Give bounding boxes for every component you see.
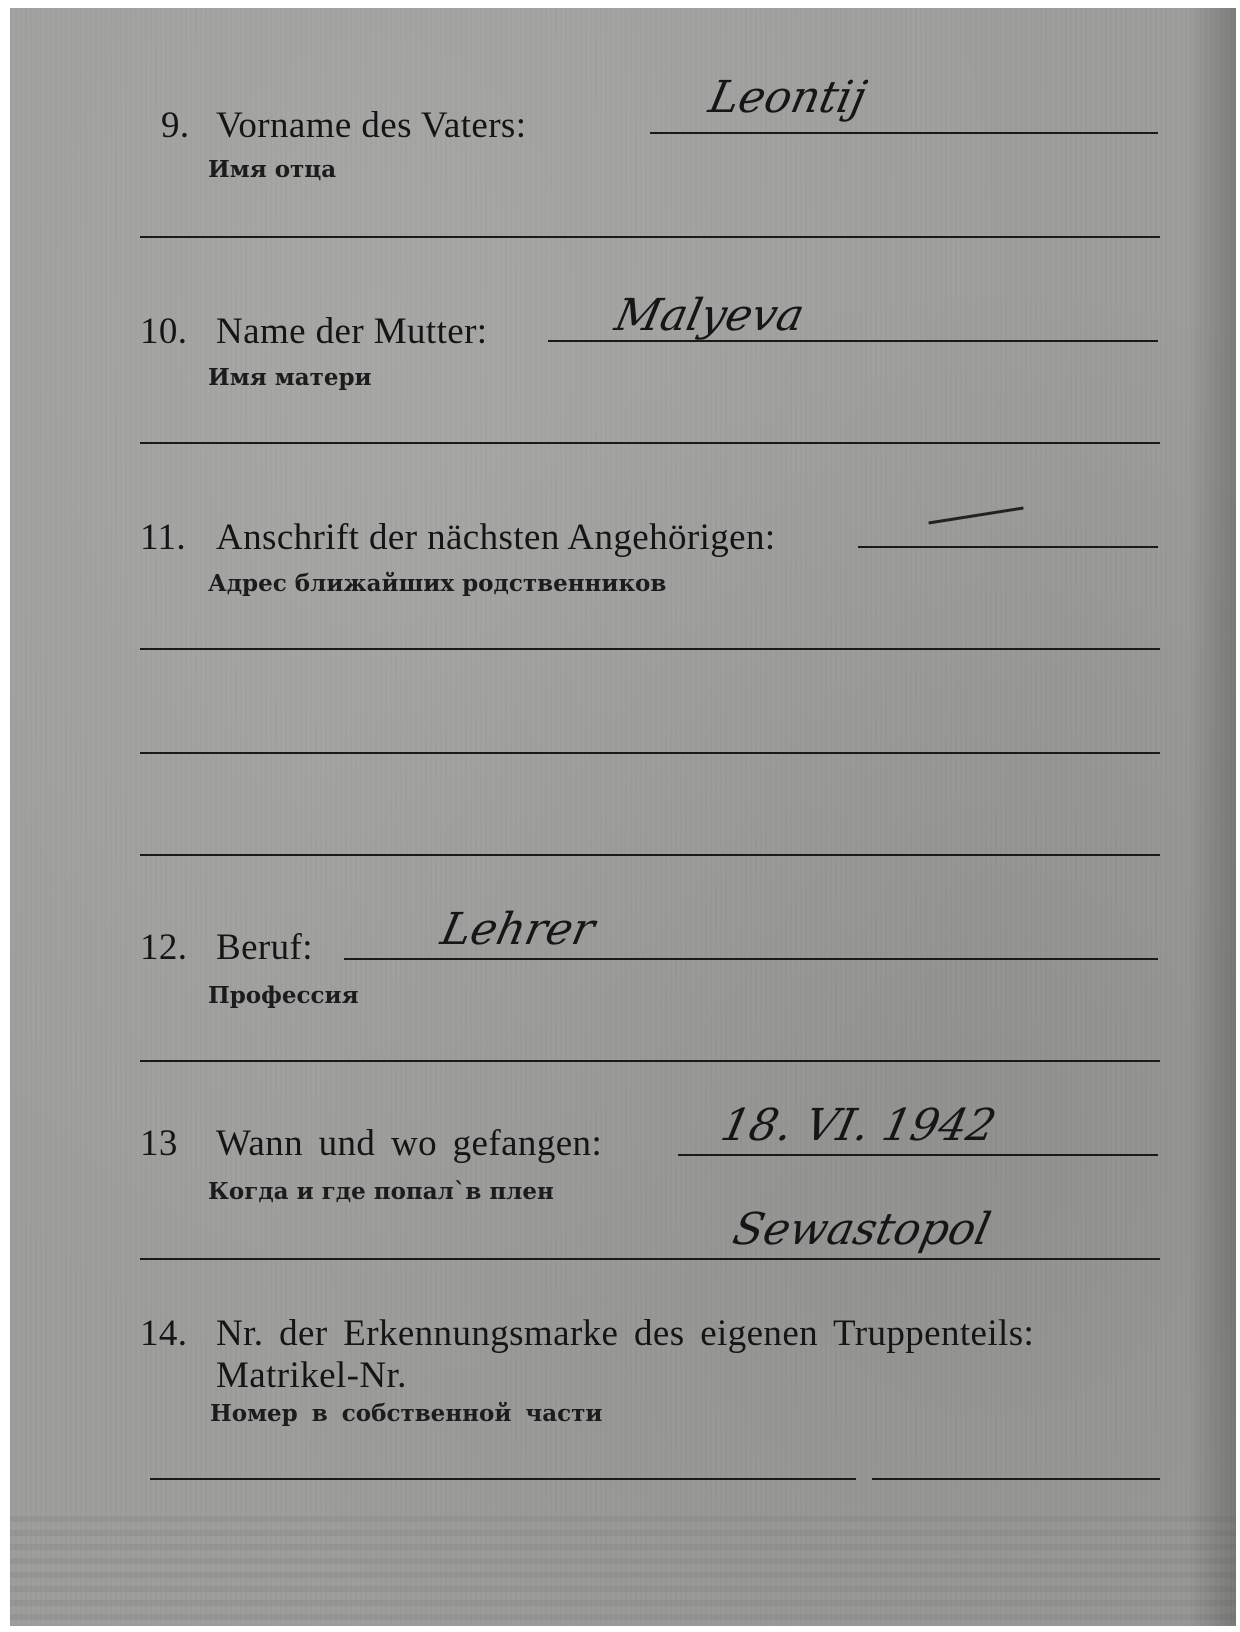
field-11-dash-mark [928,507,1023,525]
field-9-label-ru: Имя отца [208,156,337,183]
field-11-number: 11. [140,517,187,558]
field-10-number: 10. [140,311,188,352]
field-12-number: 12. [140,927,188,968]
field-13-number: 13 [140,1123,178,1164]
form-card [10,8,1236,1626]
field-12-answer-line [344,958,1158,960]
field-13-handwritten-date: 18. VI. 1942 [716,1100,1001,1151]
paper-fold-marks [10,1516,1236,1626]
field-11-answer-line [858,546,1158,548]
field-9-handwritten-value: Leontij [704,72,871,123]
field-9-answer-line [650,132,1158,134]
field-14-answer-line-left [150,1478,856,1480]
field-9-extra-line [140,236,1160,238]
field-14-label-ru: Номер в собственной части [210,1400,603,1427]
field-11-label-ru: Адрес ближайших родственников [208,570,667,597]
field-13-extra-line [140,1258,1160,1260]
field-9-number: 9. [161,105,190,146]
field-12-label-de: Beruf: [216,927,313,968]
paper-shadow [1188,8,1236,1626]
field-14-answer-line-right [872,1478,1160,1480]
field-12-handwritten-value: Lehrer [436,904,600,955]
field-10-handwritten-value: Malyeva [610,290,809,341]
field-9-label-de: Vorname des Vaters: [216,105,527,146]
field-14-number: 14. [140,1313,188,1354]
field-12-extra-line [140,1060,1160,1062]
field-13-label-ru: Когда и где попал`в плен [208,1178,554,1205]
field-11-extra-line-3 [140,854,1160,856]
field-10-label-ru: Имя матери [208,364,372,391]
field-13-answer-line [678,1154,1158,1156]
field-12-label-ru: Профессия [208,982,359,1009]
field-11-extra-line-1 [140,648,1160,650]
field-14-label-de-2: Matrikel-Nr. [216,1355,407,1396]
field-13-label-de: Wann und wo gefangen: [216,1123,603,1164]
field-14-label-de: Nr. der Erkennungsmarke des eigenen Truppenteils: [216,1313,1035,1354]
field-11-label-de: Anschrift der nächsten Angehörigen: [216,517,776,558]
field-11-extra-line-2 [140,752,1160,754]
field-10-extra-line [140,442,1160,444]
field-10-label-de: Name der Mutter: [216,311,488,352]
field-13-handwritten-place: Sewastopol [728,1204,995,1255]
